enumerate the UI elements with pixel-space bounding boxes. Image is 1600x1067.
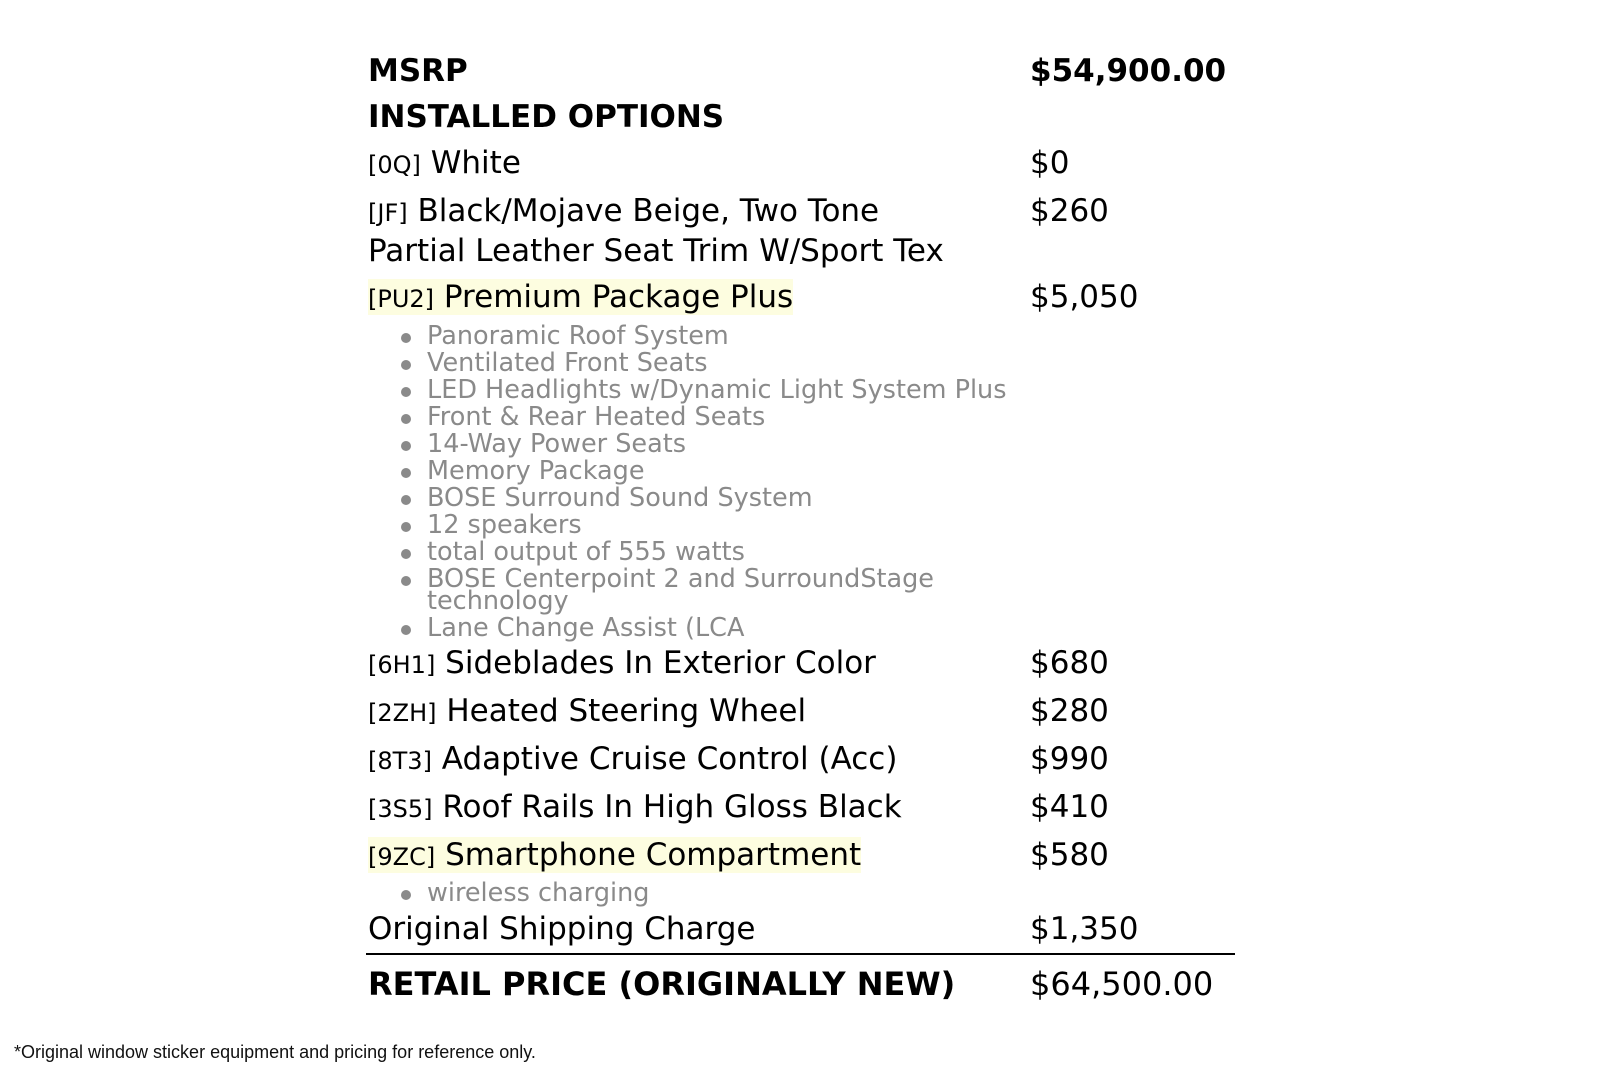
feature-item: Panoramic Roof System [399, 325, 1039, 347]
feature-item: Front & Rear Heated Seats [399, 406, 1039, 428]
feature-item: Lane Change Assist (LCA [399, 617, 1039, 639]
option-price: $0 [1030, 145, 1070, 181]
feature-item: total output of 555 watts [399, 541, 1039, 563]
feature-item: 14-Way Power Seats [399, 433, 1039, 455]
total-divider [366, 953, 1235, 955]
option-code: [JF] [368, 199, 408, 227]
feature-item: BOSE Surround Sound System [399, 487, 1039, 509]
option-code: [0Q] [368, 151, 421, 179]
highlighted-option [368, 837, 861, 873]
retail-price-row [368, 965, 1233, 1011]
feature-item: 12 speakers [399, 514, 1039, 536]
msrp-label: MSRP [368, 53, 468, 89]
installed-options-heading: INSTALLED OPTIONS [368, 99, 725, 135]
option-row-2zh [368, 692, 1233, 740]
option-price: $280 [1030, 693, 1109, 729]
option-code: [8T3] [368, 747, 432, 775]
option-price: $260 [1030, 193, 1109, 229]
option-code: [6H1] [368, 651, 436, 679]
option-code: [PU2] [368, 285, 435, 313]
option-name: Smartphone Compartment [445, 837, 862, 873]
option-price: $680 [1030, 645, 1109, 681]
footnote: *Original window sticker equipment and pricing for reference only. [14, 1042, 536, 1062]
option-name-line1: Black/Mojave Beige, Two Tone [417, 193, 880, 229]
feature-item: BOSE Centerpoint 2 and SurroundStage technology [399, 568, 1039, 612]
option-name: Adaptive Cruise Control (Acc) [441, 741, 898, 777]
smartphone-feature-list [368, 878, 1039, 908]
option-price: $5,050 [1030, 279, 1139, 315]
installed-options-heading-row [368, 98, 1233, 144]
option-price: $410 [1030, 789, 1109, 825]
highlighted-option [368, 279, 793, 315]
option-name: Roof Rails In High Gloss Black [442, 789, 902, 825]
option-row-6h1 [368, 644, 1233, 692]
option-row-pu2 [368, 278, 1233, 326]
option-name-line2: Partial Leather Seat Trim W/Sport Tex [368, 233, 944, 269]
msrp-row [368, 52, 1233, 98]
pricing-sheet [368, 52, 1233, 1011]
option-row-jf [368, 192, 1233, 278]
retail-price-value: $64,500.00 [1030, 965, 1214, 1003]
option-row-8t3 [368, 740, 1233, 788]
feature-item: Ventilated Front Seats [399, 352, 1039, 374]
option-row-3s5 [368, 788, 1233, 836]
option-price: $990 [1030, 741, 1109, 777]
option-row-9zc [368, 836, 1233, 884]
shipping-price: $1,350 [1030, 911, 1139, 947]
option-name: White [430, 145, 521, 181]
option-code: [9ZC] [368, 843, 436, 871]
premium-package-feature-list [368, 321, 1039, 643]
option-name: Premium Package Plus [443, 279, 794, 315]
retail-price-label: RETAIL PRICE (ORIGINALLY NEW) [368, 965, 956, 1003]
option-row-0q [368, 144, 1233, 192]
option-name: Heated Steering Wheel [446, 693, 807, 729]
msrp-price: $54,900.00 [1030, 53, 1227, 89]
shipping-label: Original Shipping Charge [368, 911, 756, 947]
shipping-row [368, 910, 1233, 956]
feature-item: wireless charging [399, 882, 1039, 904]
feature-item: LED Headlights w/Dynamic Light System Plus [399, 379, 1039, 401]
option-code: [2ZH] [368, 699, 437, 727]
option-name: Sideblades In Exterior Color [445, 645, 876, 681]
feature-item: Memory Package [399, 460, 1039, 482]
option-code: [3S5] [368, 795, 433, 823]
option-price: $580 [1030, 837, 1109, 873]
